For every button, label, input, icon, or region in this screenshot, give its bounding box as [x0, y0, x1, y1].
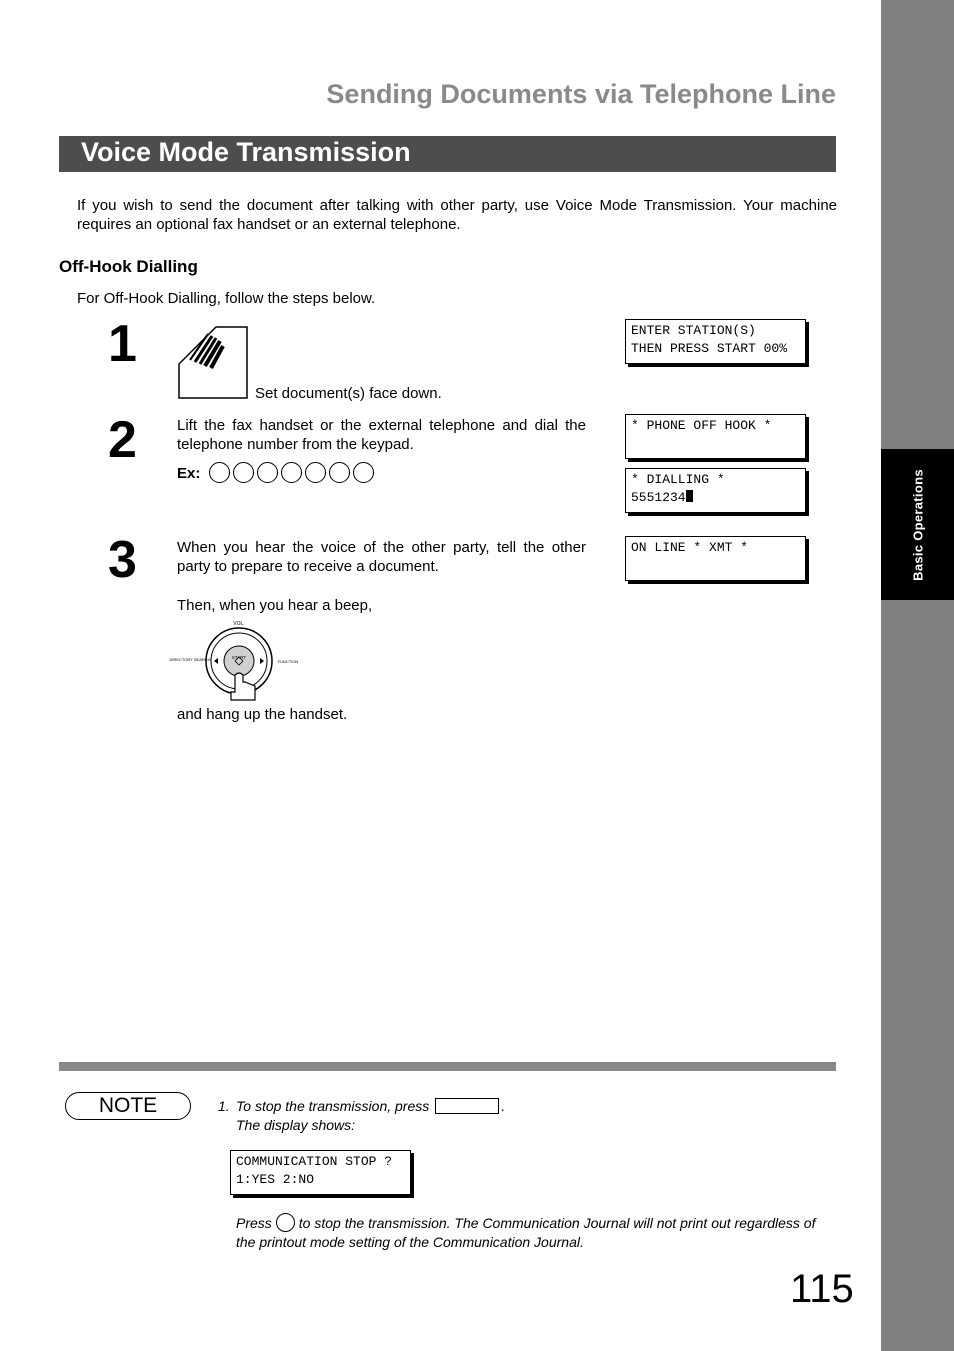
subsection-title: Off-Hook Dialling: [59, 257, 198, 276]
step-1-caption: Set document(s) face down.: [255, 385, 442, 402]
section-divider: [59, 1062, 836, 1071]
note-item-number: 1.: [218, 1098, 230, 1114]
step-3-number: 3: [108, 531, 137, 589]
section-title: Voice Mode Transmission: [81, 137, 411, 167]
keypad-key-icon: [209, 462, 230, 483]
keypad-key-icon: [233, 462, 254, 483]
note-line-1: To stop the transmission, press .: [236, 1098, 506, 1114]
keypad-key-icon: [257, 462, 278, 483]
lcd-line-1: * DIALLING *: [631, 472, 725, 487]
lcd-line-2: 5551234: [631, 490, 686, 505]
step-1-number: 1: [108, 315, 137, 373]
step-2-number: 2: [108, 411, 137, 469]
lcd-line-2: 1:YES 2:NO: [236, 1172, 315, 1187]
lcd-display-dialling: [625, 468, 806, 513]
keypad-key-icon: [281, 462, 302, 483]
yes-key-icon: [276, 1213, 295, 1232]
note-line-3: [236, 1213, 838, 1252]
keypad-key-icon: [305, 462, 326, 483]
document-face-down-icon: [178, 326, 250, 400]
panel-vol-label: VOL.: [233, 621, 245, 627]
sidebar-tab[interactable]: [881, 449, 954, 600]
press-word: Press: [236, 1215, 272, 1231]
lcd-display-communication-stop: [230, 1150, 411, 1195]
note-line-1-text: To stop the transmission, press: [236, 1098, 430, 1114]
start-button-icon[interactable]: [169, 620, 302, 702]
intro-paragraph: If you wish to send the document after talking with other party, use Voice Mode Transmission. Your machine requires an optional fax handset or an external telephone.: [77, 197, 837, 233]
lcd-cursor: [686, 490, 693, 502]
page-number: 115: [790, 1267, 854, 1311]
panel-left-label: DIRECTORY SEARCH: [169, 657, 211, 662]
sidebar-strip: [881, 0, 954, 1351]
lcd-display-phone-off-hook: [625, 414, 806, 459]
panel-start-label: START: [231, 655, 247, 660]
section-banner: [59, 136, 836, 172]
step-2-example: [177, 462, 377, 483]
stop-key-icon: [435, 1098, 499, 1114]
lcd-display-online-xmt: [625, 536, 806, 581]
keypad-key-icon: [329, 462, 350, 483]
note-badge: NOTE: [65, 1092, 191, 1120]
panel-right-label: FUNCTION: [277, 659, 299, 664]
step-3-end-text: and hang up the handset.: [177, 706, 348, 723]
example-label: Ex:: [177, 465, 201, 482]
lcd-line-1: * PHONE OFF HOOK *: [631, 418, 772, 433]
step-3-then-text: Then, when you hear a beep,: [177, 597, 373, 614]
keypad-key-icon: [353, 462, 374, 483]
step-2-text: Lift the fax handset or the external telephone and dial the telephone number from the keypad.: [177, 417, 586, 453]
lcd-line-1: ENTER STATION(S): [631, 323, 756, 338]
lcd-line-1: COMMUNICATION STOP ?: [236, 1154, 393, 1169]
note-line-2: The display shows:: [236, 1117, 356, 1133]
lcd-display-step-1: [625, 319, 806, 364]
lcd-line-1: ON LINE * XMT *: [631, 540, 749, 555]
sidebar-tab-label: Basic Operations: [910, 468, 925, 581]
chapter-title: Sending Documents via Telephone Line: [326, 79, 836, 109]
subsection-lead: For Off-Hook Dialling, follow the steps below.: [77, 290, 376, 307]
lcd-line-2: THEN PRESS START 00%: [631, 341, 788, 356]
note-line-3-text: to stop the transmission. The Communication Journal will not print out regardless of the printout mode setting of the Communication Journal.: [236, 1215, 816, 1250]
step-3-text: When you hear the voice of the other party, tell the other party to prepare to receive a document.: [177, 539, 586, 575]
